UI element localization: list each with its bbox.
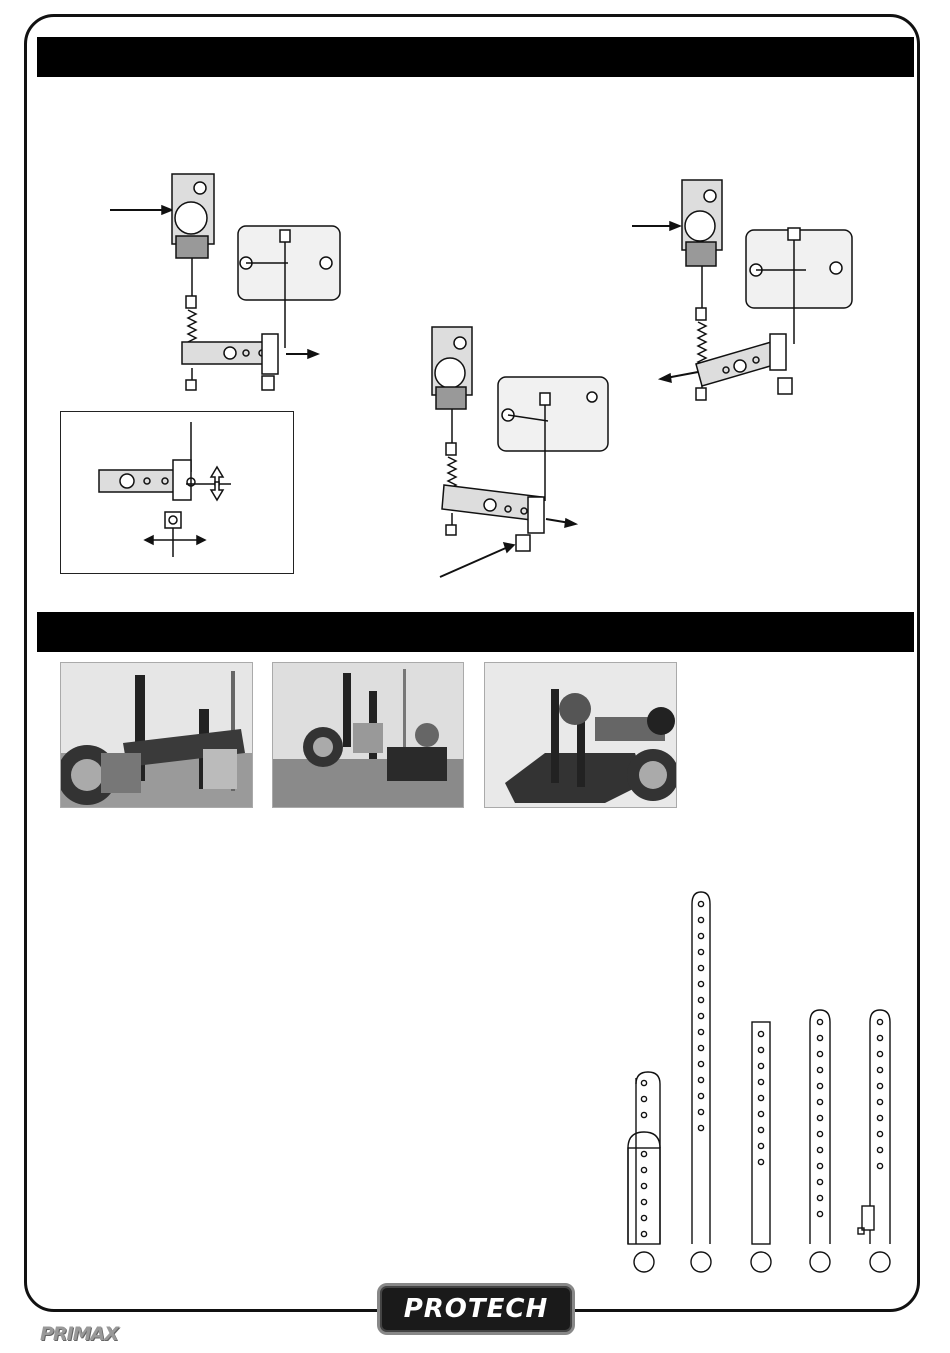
servo-linkage-left xyxy=(100,168,340,408)
body-posts-diagram xyxy=(620,888,910,1278)
section-header-bar-1 xyxy=(37,37,914,77)
chassis-photo-1 xyxy=(60,662,253,808)
protech-logo-text: PROTECH xyxy=(403,1294,549,1324)
servo-linkage-center xyxy=(420,325,620,585)
body-post-4 xyxy=(810,1010,830,1272)
protech-logo xyxy=(377,1283,575,1335)
servo-linkage-right xyxy=(630,178,870,418)
chassis-photo-2 xyxy=(272,662,464,808)
section-header-bar-2 xyxy=(37,612,914,652)
body-post-2 xyxy=(691,892,711,1272)
body-post-5 xyxy=(858,1010,890,1272)
linkage-detail-inset xyxy=(60,411,294,574)
primax-logo xyxy=(40,1323,118,1345)
chassis-photo-3 xyxy=(484,662,677,808)
body-post-1 xyxy=(628,1072,660,1272)
primax-logo-text: PRIMAX xyxy=(40,1323,118,1345)
body-post-3 xyxy=(751,1022,771,1272)
